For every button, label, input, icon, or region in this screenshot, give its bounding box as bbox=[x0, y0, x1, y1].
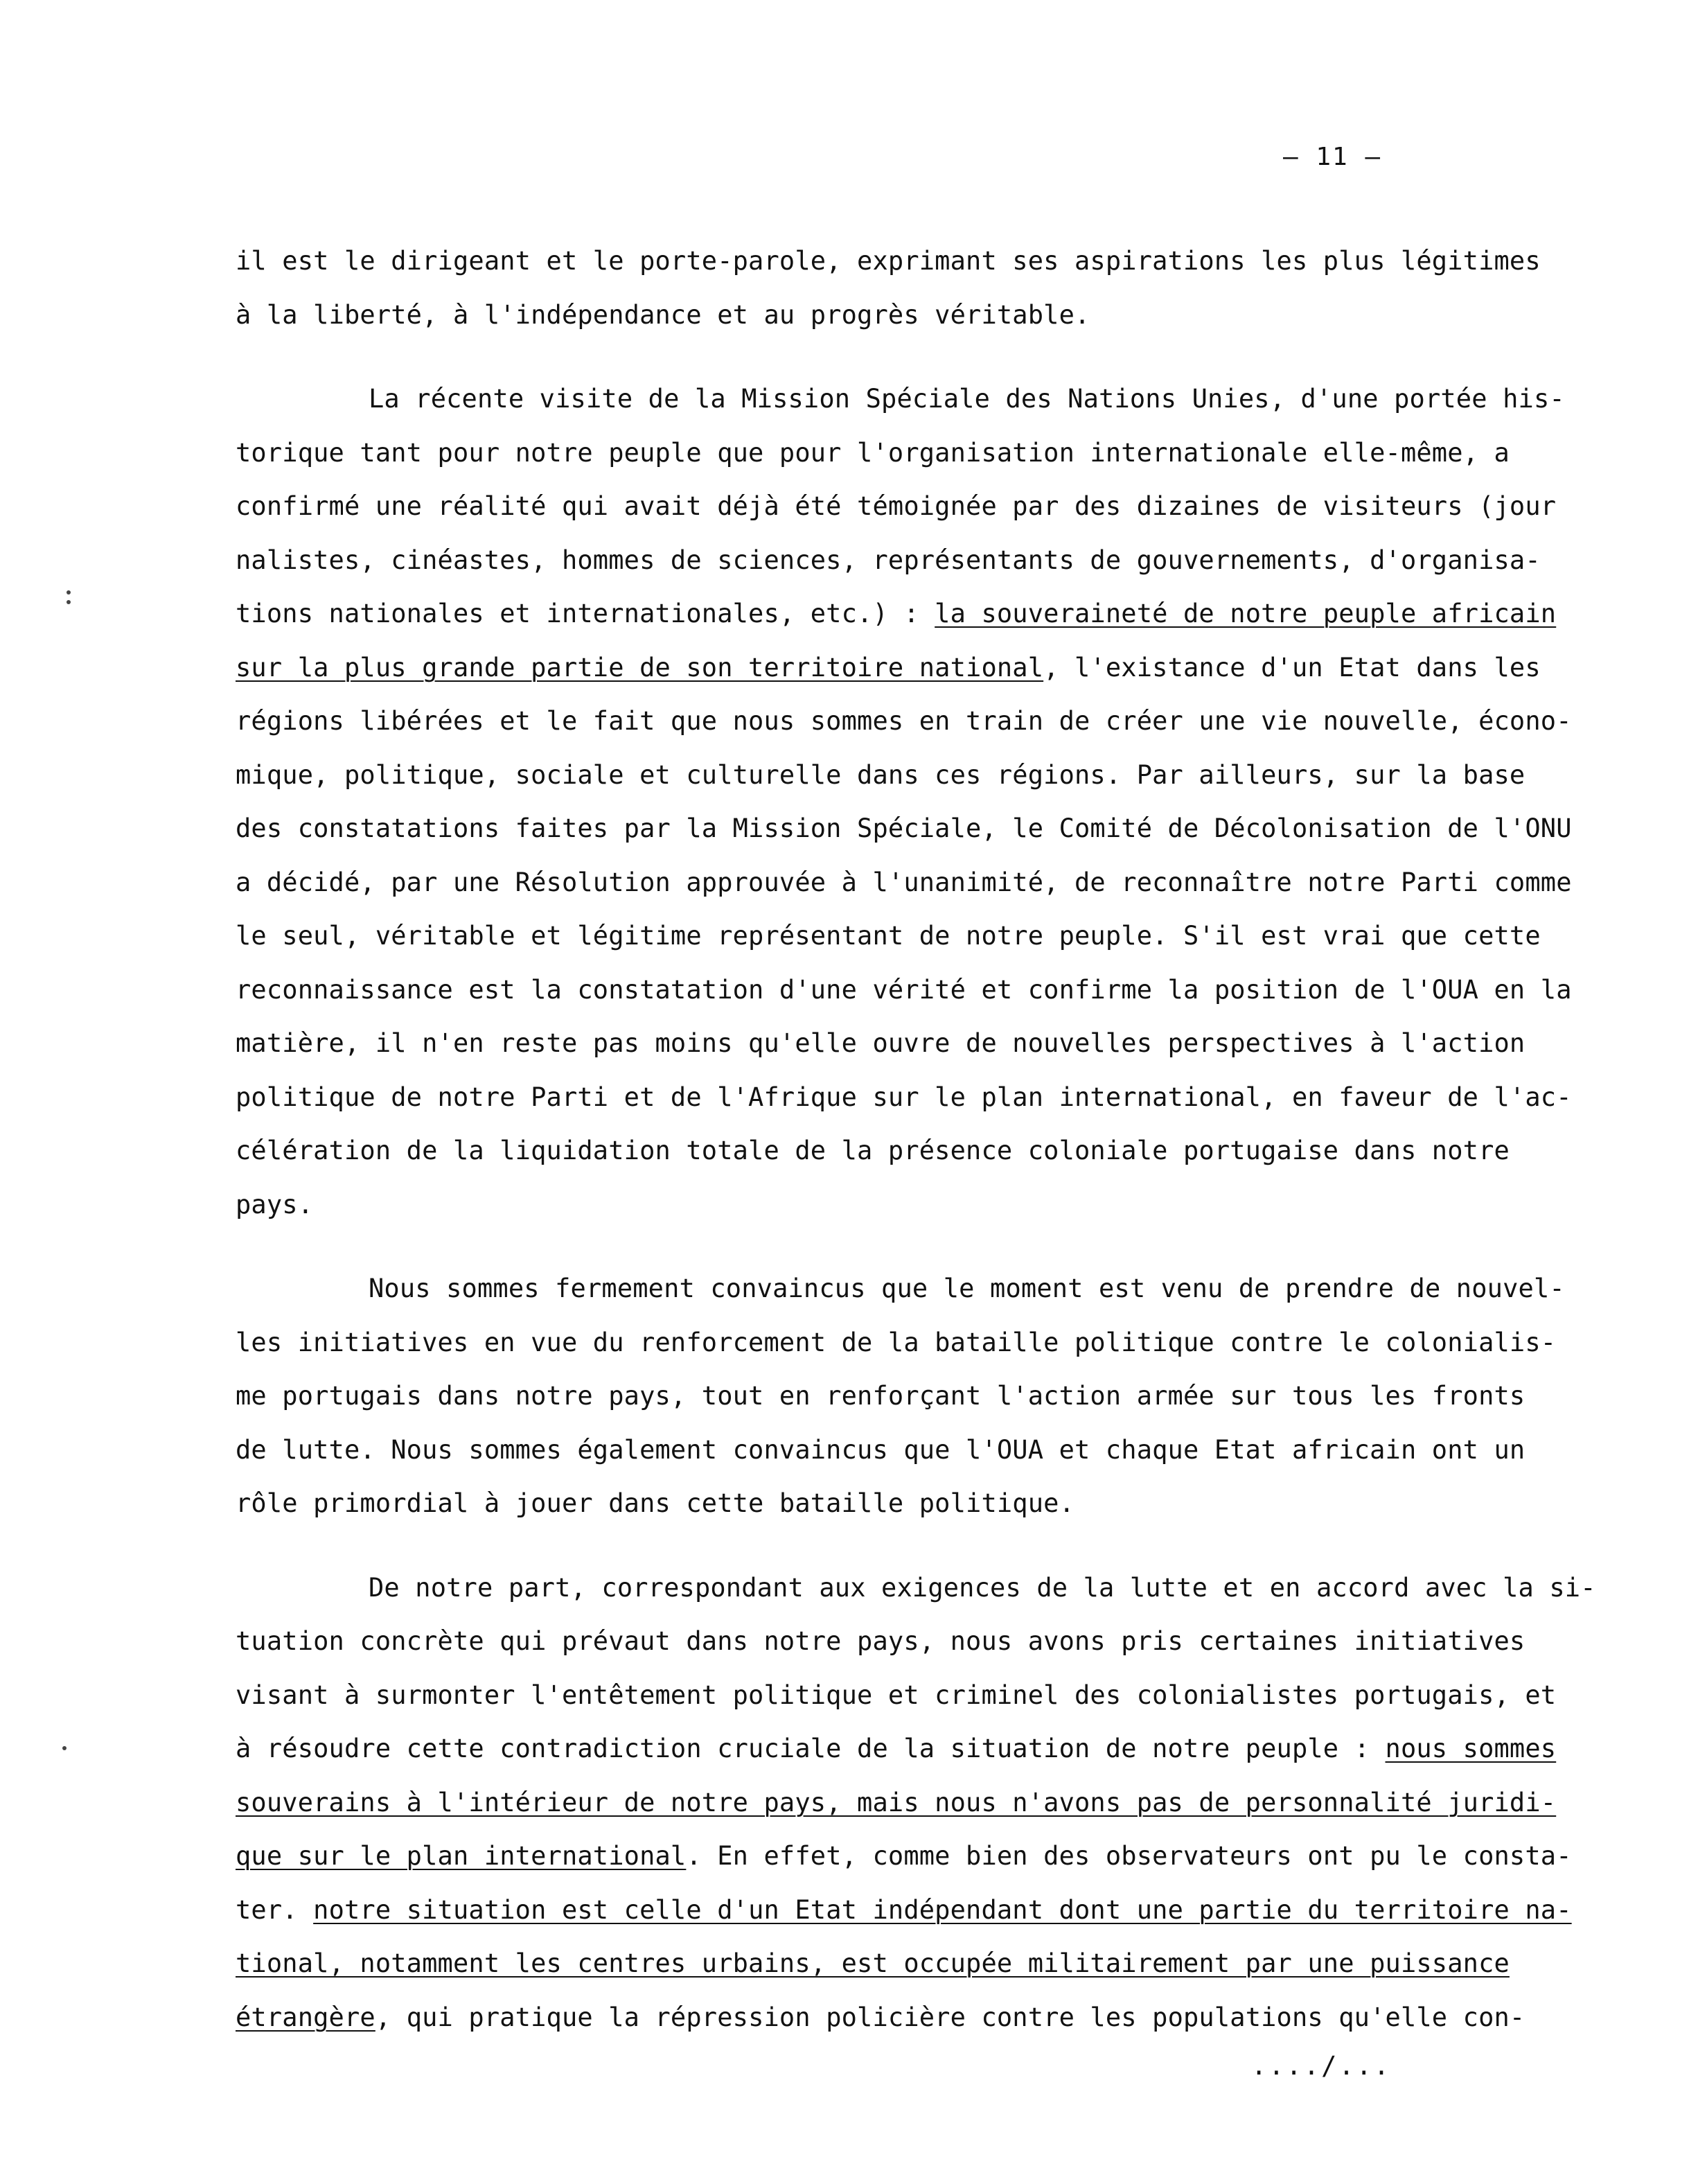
text-segment: . En effet, comme bien des observateurs ont pu le consta- bbox=[686, 1841, 1572, 1871]
text-line bbox=[236, 372, 1642, 426]
margin-speck bbox=[67, 600, 71, 604]
paragraph-gap bbox=[236, 342, 1642, 372]
text-segment: , l'existance d'un Etat dans les bbox=[1043, 652, 1541, 682]
text-segment: de lutte. Nous sommes également convaincus que l'OUA et chaque Etat africain ont un bbox=[236, 1434, 1525, 1465]
page-number: – 11 – bbox=[1283, 143, 1382, 171]
underlined-text: nous sommes bbox=[1385, 1734, 1557, 1763]
text-line bbox=[236, 748, 1642, 802]
text-segment: reconnaissance est la constatation d'une vérité et confirme la position de l'OUA en la bbox=[236, 974, 1572, 1005]
text-line bbox=[236, 1883, 1642, 1937]
text-segment: visant à surmonter l'entêtement politique et criminel des colonialistes portugais, et bbox=[236, 1680, 1557, 1710]
text-line bbox=[236, 1369, 1642, 1423]
text-line bbox=[236, 587, 1642, 641]
text-line bbox=[236, 1668, 1642, 1723]
body-text bbox=[236, 234, 1642, 2044]
text-segment: mique, politique, sociale et culturelle dans ces régions. Par ailleurs, sur la base bbox=[236, 759, 1525, 790]
text-line bbox=[236, 1178, 1642, 1232]
text-segment: a décidé, par une Résolution approuvée à l'unanimité, de reconnaître notre Parti comme bbox=[236, 867, 1572, 897]
text-segment: les initiatives en vue du renforcement de la bataille politique contre le colonialis- bbox=[236, 1327, 1557, 1357]
paragraph bbox=[236, 372, 1642, 1231]
text-segment: à la liberté, à l'indépendance et au progrès véritable. bbox=[236, 299, 1090, 330]
text-line bbox=[236, 641, 1642, 695]
text-line bbox=[236, 1071, 1642, 1125]
text-segment: matière, il n'en reste pas moins qu'elle ouvre de nouvelles perspectives à l'action bbox=[236, 1028, 1525, 1058]
underlined-text: tional, notamment les centres urbains, est occupée militairement par une puissance bbox=[236, 1948, 1510, 1978]
underlined-text: sur la plus grande partie de son territoire national bbox=[236, 652, 1044, 682]
text-segment: régions libérées et le fait que nous sommes en train de créer une vie nouvelle, écono- bbox=[236, 706, 1572, 736]
underlined-text: la souveraineté de notre peuple africain bbox=[935, 599, 1557, 628]
text-line bbox=[236, 1722, 1642, 1776]
text-line bbox=[236, 479, 1642, 534]
text-line bbox=[236, 288, 1642, 342]
text-line bbox=[236, 426, 1642, 480]
text-segment: le seul, véritable et légitime représentant de notre peuple. S'il est vrai que cette bbox=[236, 921, 1541, 951]
text-segment: célération de la liquidation totale de la présence coloniale portugaise dans notre bbox=[236, 1136, 1510, 1165]
text-line bbox=[236, 534, 1642, 588]
margin-speck bbox=[62, 1746, 67, 1750]
text-segment: à résoudre cette contradiction cruciale de la situation de notre peuple : bbox=[236, 1734, 1386, 1763]
text-line bbox=[236, 1561, 1642, 1615]
text-line bbox=[236, 1262, 1642, 1316]
underlined-text: que sur le plan international bbox=[236, 1841, 687, 1871]
text-segment: torique tant pour notre peuple que pour l'organisation internationale elle-même, a bbox=[236, 437, 1510, 468]
text-line bbox=[236, 1937, 1642, 1991]
text-line bbox=[236, 694, 1642, 748]
text-segment: me portugais dans notre pays, tout en renforçant l'action armée sur tous les fronts bbox=[236, 1381, 1525, 1411]
text-line bbox=[236, 856, 1642, 910]
text-line bbox=[236, 1829, 1642, 1883]
text-line bbox=[236, 1124, 1642, 1178]
text-segment: des constatations faites par la Mission Spéciale, le Comité de Décolonisation de l'ONU bbox=[236, 813, 1572, 843]
text-line bbox=[236, 1316, 1642, 1370]
text-segment: , qui pratique la répression policière contre les populations qu'elle con- bbox=[375, 2002, 1525, 2032]
text-line bbox=[236, 802, 1642, 856]
text-segment: rôle primordial à jouer dans cette bataille politique. bbox=[236, 1488, 1074, 1518]
text-segment: La récente visite de la Mission Spéciale des Nations Unies, d'une portée his- bbox=[369, 384, 1565, 414]
paragraph bbox=[236, 1262, 1642, 1531]
text-line bbox=[236, 234, 1642, 288]
paragraph bbox=[236, 234, 1642, 342]
text-line bbox=[236, 1016, 1642, 1071]
margin-speck bbox=[67, 590, 71, 595]
text-segment: tuation concrète qui prévaut dans notre pays, nous avons pris certaines initiatives bbox=[236, 1626, 1525, 1656]
text-line bbox=[236, 1423, 1642, 1477]
text-segment: nalistes, cinéastes, hommes de sciences, représentants de gouvernements, d'organisa- bbox=[236, 545, 1541, 575]
text-line bbox=[236, 1477, 1642, 1531]
paragraph bbox=[236, 1561, 1642, 2045]
text-line bbox=[236, 1614, 1642, 1668]
text-line bbox=[236, 909, 1642, 963]
text-segment: confirmé une réalité qui avait déjà été témoignée par des dizaines de visiteurs (jour bbox=[236, 491, 1557, 521]
continuation-mark: ..../... bbox=[1251, 2051, 1392, 2081]
paragraph-gap bbox=[236, 1231, 1642, 1262]
text-segment: ter. bbox=[236, 1894, 314, 1925]
underlined-text: étrangère bbox=[236, 2002, 375, 2032]
paragraph-gap bbox=[236, 1531, 1642, 1561]
text-segment: pays. bbox=[236, 1189, 314, 1219]
underlined-text: souverains à l'intérieur de notre pays, mais nous n'avons pas de personnalité juridi- bbox=[236, 1787, 1557, 1817]
text-segment: De notre part, correspondant aux exigences de la lutte et en accord avec la si- bbox=[369, 1572, 1596, 1603]
text-line bbox=[236, 1991, 1642, 2045]
underlined-text: notre situation est celle d'un Etat indépendant dont une partie du territoire na- bbox=[313, 1894, 1572, 1925]
text-line bbox=[236, 963, 1642, 1017]
text-segment: Nous sommes fermement convaincus que le moment est venu de prendre de nouvel- bbox=[369, 1274, 1565, 1303]
text-segment: il est le dirigeant et le porte-parole, exprimant ses aspirations les plus légitimes bbox=[236, 246, 1541, 276]
text-line bbox=[236, 1776, 1642, 1830]
text-segment: politique de notre Parti et de l'Afrique sur le plan international, en faveur de l'ac- bbox=[236, 1082, 1572, 1112]
text-segment: tions nationales et internationales, etc.) : bbox=[236, 599, 935, 628]
